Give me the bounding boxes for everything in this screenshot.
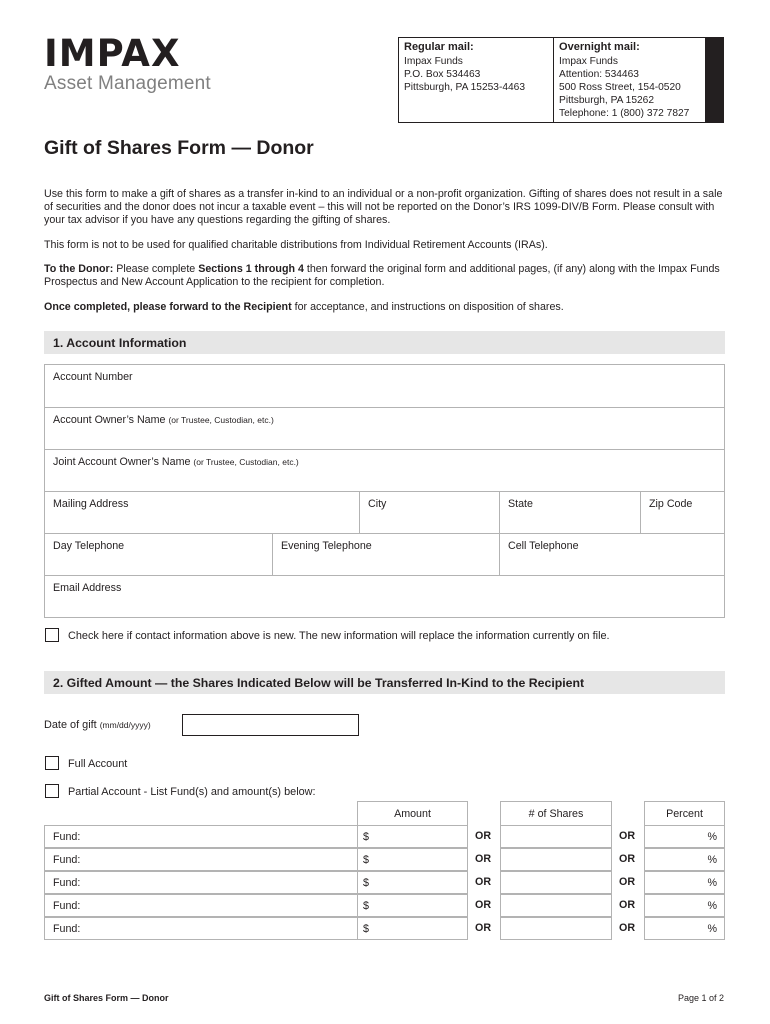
amount-input[interactable]: [357, 825, 468, 848]
percent-column-header: Percent: [644, 801, 725, 825]
regular-mail-column: [399, 38, 554, 122]
regular-mail-line: P.O. Box 534463: [404, 69, 481, 80]
contact-new-checkbox[interactable]: [45, 628, 59, 642]
account-information-table: [44, 364, 725, 618]
logo-subtitle: Asset Management: [44, 73, 211, 94]
percent-input[interactable]: [644, 825, 725, 848]
footer-form-name: Gift of Shares Form — Donor: [44, 993, 169, 1003]
amount-input[interactable]: [357, 917, 468, 940]
cell-telephone-field[interactable]: [499, 534, 724, 575]
state-label: State: [508, 498, 533, 510]
day-telephone-field[interactable]: [45, 534, 272, 575]
account-number-field[interactable]: [45, 365, 724, 407]
overnight-mail-column: [554, 38, 705, 122]
fund-name-input[interactable]: [44, 917, 358, 940]
owner-name-label: Account Owner’s Name: [53, 414, 166, 426]
percent-sign: %: [707, 854, 717, 866]
shares-input[interactable]: [500, 825, 612, 848]
full-account-label: Full Account: [68, 758, 128, 770]
shares-input[interactable]: [500, 871, 612, 894]
percent-sign: %: [707, 900, 717, 912]
completion-instructions: [44, 301, 728, 314]
full-account-checkbox[interactable]: [45, 756, 59, 770]
dollar-sign: $: [363, 877, 369, 889]
shares-input[interactable]: [500, 894, 612, 917]
fund-name-input[interactable]: [44, 825, 358, 848]
overnight-mail-heading: Overnight mail:: [559, 41, 640, 53]
day-telephone-label: Day Telephone: [53, 540, 125, 552]
overnight-mail-line: Pittsburgh, PA 15262: [559, 95, 655, 106]
dollar-sign: $: [363, 900, 369, 912]
or-separator: OR: [619, 922, 636, 934]
cell-telephone-label: Cell Telephone: [508, 540, 579, 552]
decorative-bar: [705, 38, 723, 122]
fund-label: Fund:: [53, 923, 81, 935]
fund-label: Fund:: [53, 854, 81, 866]
mailing-address-box: [398, 37, 724, 123]
footer-page-number: Page 1 of 2: [677, 993, 724, 1003]
dollar-sign: $: [363, 854, 369, 866]
dollar-sign: $: [363, 923, 369, 935]
amount-column-header: Amount: [357, 801, 468, 825]
fund-label: Fund:: [53, 877, 81, 889]
percent-input[interactable]: [644, 917, 725, 940]
fund-row: [44, 871, 725, 894]
fund-name-input[interactable]: [44, 871, 358, 894]
owner-name-note: (or Trustee, Custodian, etc.): [168, 415, 274, 425]
date-of-gift-text: Date of gift: [44, 719, 97, 731]
account-number-label: Account Number: [53, 371, 133, 383]
donor-sections: Sections 1 through 4: [198, 263, 304, 275]
joint-owner-name-label: Joint Account Owner’s Name: [53, 456, 191, 468]
date-of-gift-input[interactable]: [182, 714, 359, 736]
percent-input[interactable]: [644, 848, 725, 871]
logo-wordmark: IMPAX: [44, 32, 181, 75]
email-address-field[interactable]: [45, 576, 724, 617]
fund-row: [44, 894, 725, 917]
evening-telephone-label: Evening Telephone: [281, 540, 372, 552]
fund-row: [44, 825, 725, 848]
partial-account-label: Partial Account - List Fund(s) and amount(s) below:: [68, 786, 316, 798]
mailing-address-field[interactable]: [45, 492, 359, 533]
fund-label: Fund:: [53, 831, 81, 843]
percent-sign: %: [707, 923, 717, 935]
page-title: Gift of Shares Form — Donor: [44, 137, 314, 159]
zip-code-label: Zip Code: [649, 498, 693, 510]
shares-input[interactable]: [500, 917, 612, 940]
overnight-mail-line: Attention: 534463: [559, 69, 639, 80]
fund-row: [44, 917, 725, 940]
donor-lead: To the Donor:: [44, 263, 114, 275]
or-separator: OR: [475, 830, 492, 842]
regular-mail-line: Impax Funds: [404, 56, 463, 67]
contact-new-label: Check here if contact information above is new. The new information will replace the information currently on file.: [68, 630, 610, 642]
amount-input[interactable]: [357, 894, 468, 917]
shares-input[interactable]: [500, 848, 612, 871]
email-address-label: Email Address: [53, 582, 122, 594]
donor-instructions: [44, 263, 728, 289]
zip-code-field[interactable]: [640, 492, 724, 533]
or-separator: OR: [619, 876, 636, 888]
ira-notice: This form is not to be used for qualified charitable distributions from Individual Retirement Accounts (IRAs).: [44, 239, 548, 251]
date-of-gift-label: [44, 719, 151, 731]
joint-owner-name-note: (or Trustee, Custodian, etc.): [193, 457, 299, 467]
joint-owner-name-field[interactable]: [45, 450, 724, 491]
section-2-heading: 2. Gifted Amount — the Shares Indicated Below will be Transferred In-Kind to the Recipient: [44, 671, 725, 694]
or-separator: OR: [475, 899, 492, 911]
donor-text-b: then forward the original form and additional pages, (if any) along with the Impax Funds Prospectus and New Account Application to the recipient for completion.: [44, 263, 720, 289]
overnight-mail-line: Impax Funds: [559, 56, 618, 67]
regular-mail-heading: Regular mail:: [404, 41, 474, 53]
overnight-mail-line: 500 Ross Street, 154-0520: [559, 82, 681, 93]
or-separator: OR: [475, 876, 492, 888]
state-field[interactable]: [499, 492, 640, 533]
company-logo: [44, 32, 211, 95]
fund-name-input[interactable]: [44, 894, 358, 917]
donor-text-a: Please complete: [113, 263, 199, 275]
amount-input[interactable]: [357, 871, 468, 894]
or-separator: OR: [619, 853, 636, 865]
completion-text: for acceptance, and instructions on disposition of shares.: [291, 301, 564, 313]
percent-sign: %: [707, 877, 717, 889]
intro-paragraph: Use this form to make a gift of shares as a transfer in-kind to an individual or a non-profit organization. Gifting of shares does not result in a sale of securities and the donor does not incur a taxable event – this will not be reported on the Donor’s IRS 1099-DIV/B Form. Please consult with your tax advisor if you have any questions regarding the gifting of shares.: [44, 188, 723, 227]
mailing-address-label: Mailing Address: [53, 498, 129, 510]
fund-row: [44, 848, 725, 871]
percent-input[interactable]: [644, 894, 725, 917]
city-label: City: [368, 498, 387, 510]
fund-label: Fund:: [53, 900, 81, 912]
fund-name-input[interactable]: [44, 848, 358, 871]
percent-input[interactable]: [644, 871, 725, 894]
shares-column-header: # of Shares: [500, 801, 612, 825]
evening-telephone-field[interactable]: [272, 534, 499, 575]
or-separator: OR: [475, 922, 492, 934]
city-field[interactable]: [359, 492, 499, 533]
dollar-sign: $: [363, 831, 369, 843]
section-1-heading: 1. Account Information: [44, 331, 725, 354]
or-separator: OR: [619, 899, 636, 911]
or-separator: OR: [619, 830, 636, 842]
percent-sign: %: [707, 831, 717, 843]
or-separator: OR: [475, 853, 492, 865]
date-format-note: (mm/dd/yyyy): [99, 720, 151, 730]
completion-lead: Once completed, please forward to the Recipient: [44, 301, 292, 313]
amount-input[interactable]: [357, 848, 468, 871]
owner-name-field[interactable]: [45, 408, 724, 449]
overnight-mail-line: Telephone: 1 (800) 372 7827: [559, 108, 690, 119]
partial-account-checkbox[interactable]: [45, 784, 59, 798]
regular-mail-line: Pittsburgh, PA 15253-4463: [404, 82, 526, 93]
